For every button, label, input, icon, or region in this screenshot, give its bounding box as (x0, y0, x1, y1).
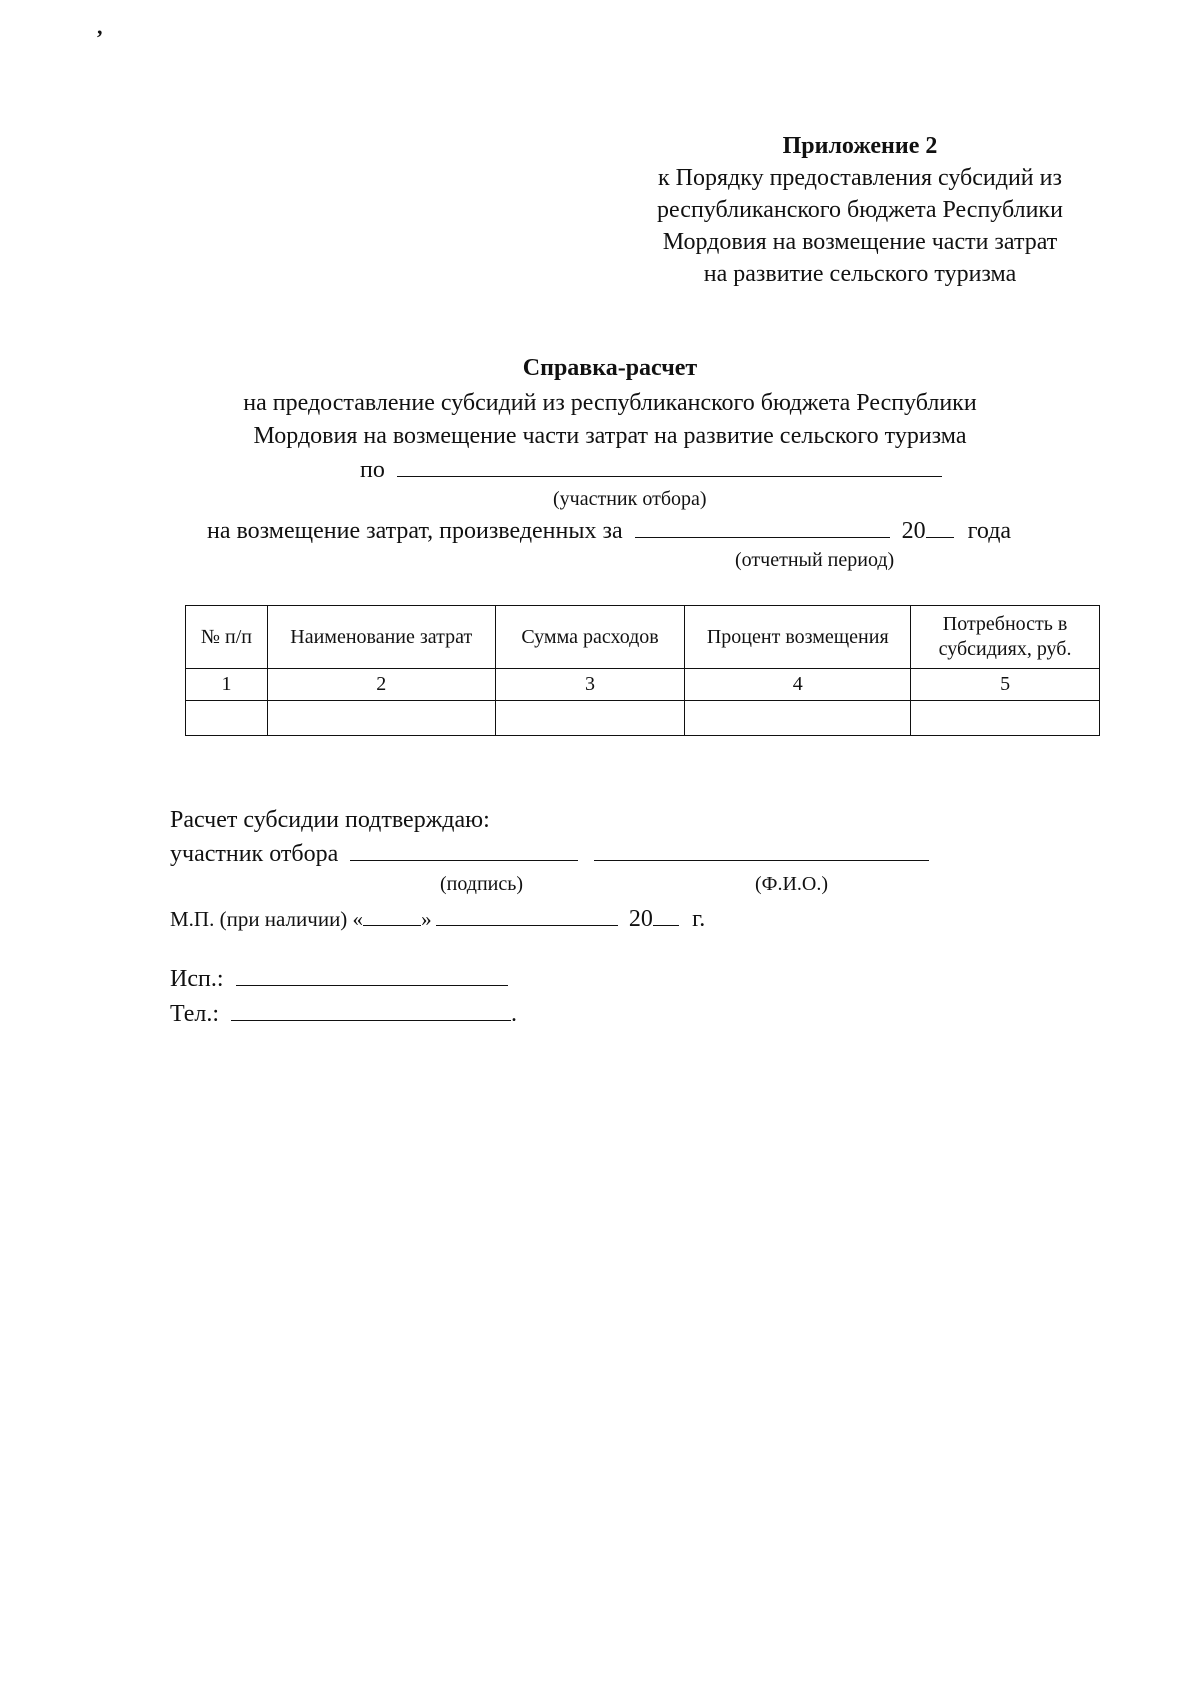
month-field[interactable] (436, 905, 618, 926)
title-line-1: на предоставление субсидий из республиканского бюджета Республики (243, 390, 977, 416)
participant-field[interactable] (397, 456, 942, 477)
executor-field[interactable] (236, 965, 508, 986)
annex-block (590, 130, 1130, 290)
period-caption: (отчетный период) (735, 549, 895, 571)
table-row (186, 701, 1100, 736)
column-header: Сумма расходов (495, 606, 685, 669)
fio-field[interactable] (594, 840, 929, 861)
empty-cell[interactable] (495, 701, 685, 736)
period-row (207, 517, 1011, 545)
annex-line: республиканского бюджета Республики (657, 197, 1063, 223)
year-field[interactable] (926, 517, 954, 538)
year-suffix: года (967, 518, 1012, 544)
sign-year-field[interactable] (653, 905, 679, 926)
empty-cell[interactable] (685, 701, 911, 736)
document-title: Справка-расчет (522, 355, 698, 381)
confirmation-heading: Расчет субсидии подтверждаю: (170, 807, 490, 833)
sign-year-prefix: 20 (628, 906, 653, 932)
period-field[interactable] (635, 517, 890, 538)
table-header-row (186, 606, 1100, 669)
po-label: по (360, 457, 385, 483)
seal-close: » (421, 907, 432, 931)
phone-row (170, 1000, 517, 1028)
phone-label: Тел.: (170, 1001, 220, 1027)
seal-label: М.П. (при наличии) « (170, 907, 364, 931)
annex-line: на развитие сельского туризма (703, 261, 1017, 287)
empty-cell[interactable] (186, 701, 268, 736)
calculation-table (185, 605, 1100, 736)
title-line-2: Мордовия на возмещение части затрат на развитие сельского туризма (253, 423, 967, 449)
column-number: 4 (685, 669, 911, 701)
participant-row (360, 456, 942, 484)
participant-sign-row (170, 840, 929, 868)
column-header: Наименование затрат (267, 606, 495, 669)
participant-label: участник отбора (170, 841, 339, 867)
empty-cell[interactable] (911, 701, 1100, 736)
column-header: Потребность в субсидиях, руб. (911, 606, 1100, 669)
executor-row (170, 965, 508, 993)
seal-row (170, 905, 705, 933)
sign-year-suffix: г. (692, 906, 706, 932)
signature-field[interactable] (350, 840, 578, 861)
scan-mark: , (97, 14, 103, 39)
annex-title: Приложение 2 (782, 133, 938, 159)
phone-end: . (511, 1001, 518, 1027)
column-number: 3 (495, 669, 685, 701)
column-number-row (186, 669, 1100, 701)
phone-field[interactable] (231, 1000, 511, 1021)
column-header: № п/п (186, 606, 268, 669)
period-label: на возмещение затрат, произведенных за (207, 518, 623, 544)
annex-line: Мордовия на возмещение части затрат (662, 229, 1058, 255)
column-number: 1 (186, 669, 268, 701)
annex-line: к Порядку предоставления субсидий из (658, 165, 1062, 191)
year-prefix: 20 (901, 518, 926, 544)
column-header: Процент возмещения (685, 606, 911, 669)
signature-caption: (подпись) (440, 873, 524, 895)
day-field[interactable] (363, 905, 421, 926)
participant-caption: (участник отбора) (553, 488, 707, 510)
empty-cell[interactable] (267, 701, 495, 736)
column-number: 2 (267, 669, 495, 701)
column-number: 5 (911, 669, 1100, 701)
fio-caption: (Ф.И.О.) (755, 873, 829, 895)
executor-label: Исп.: (170, 966, 224, 992)
